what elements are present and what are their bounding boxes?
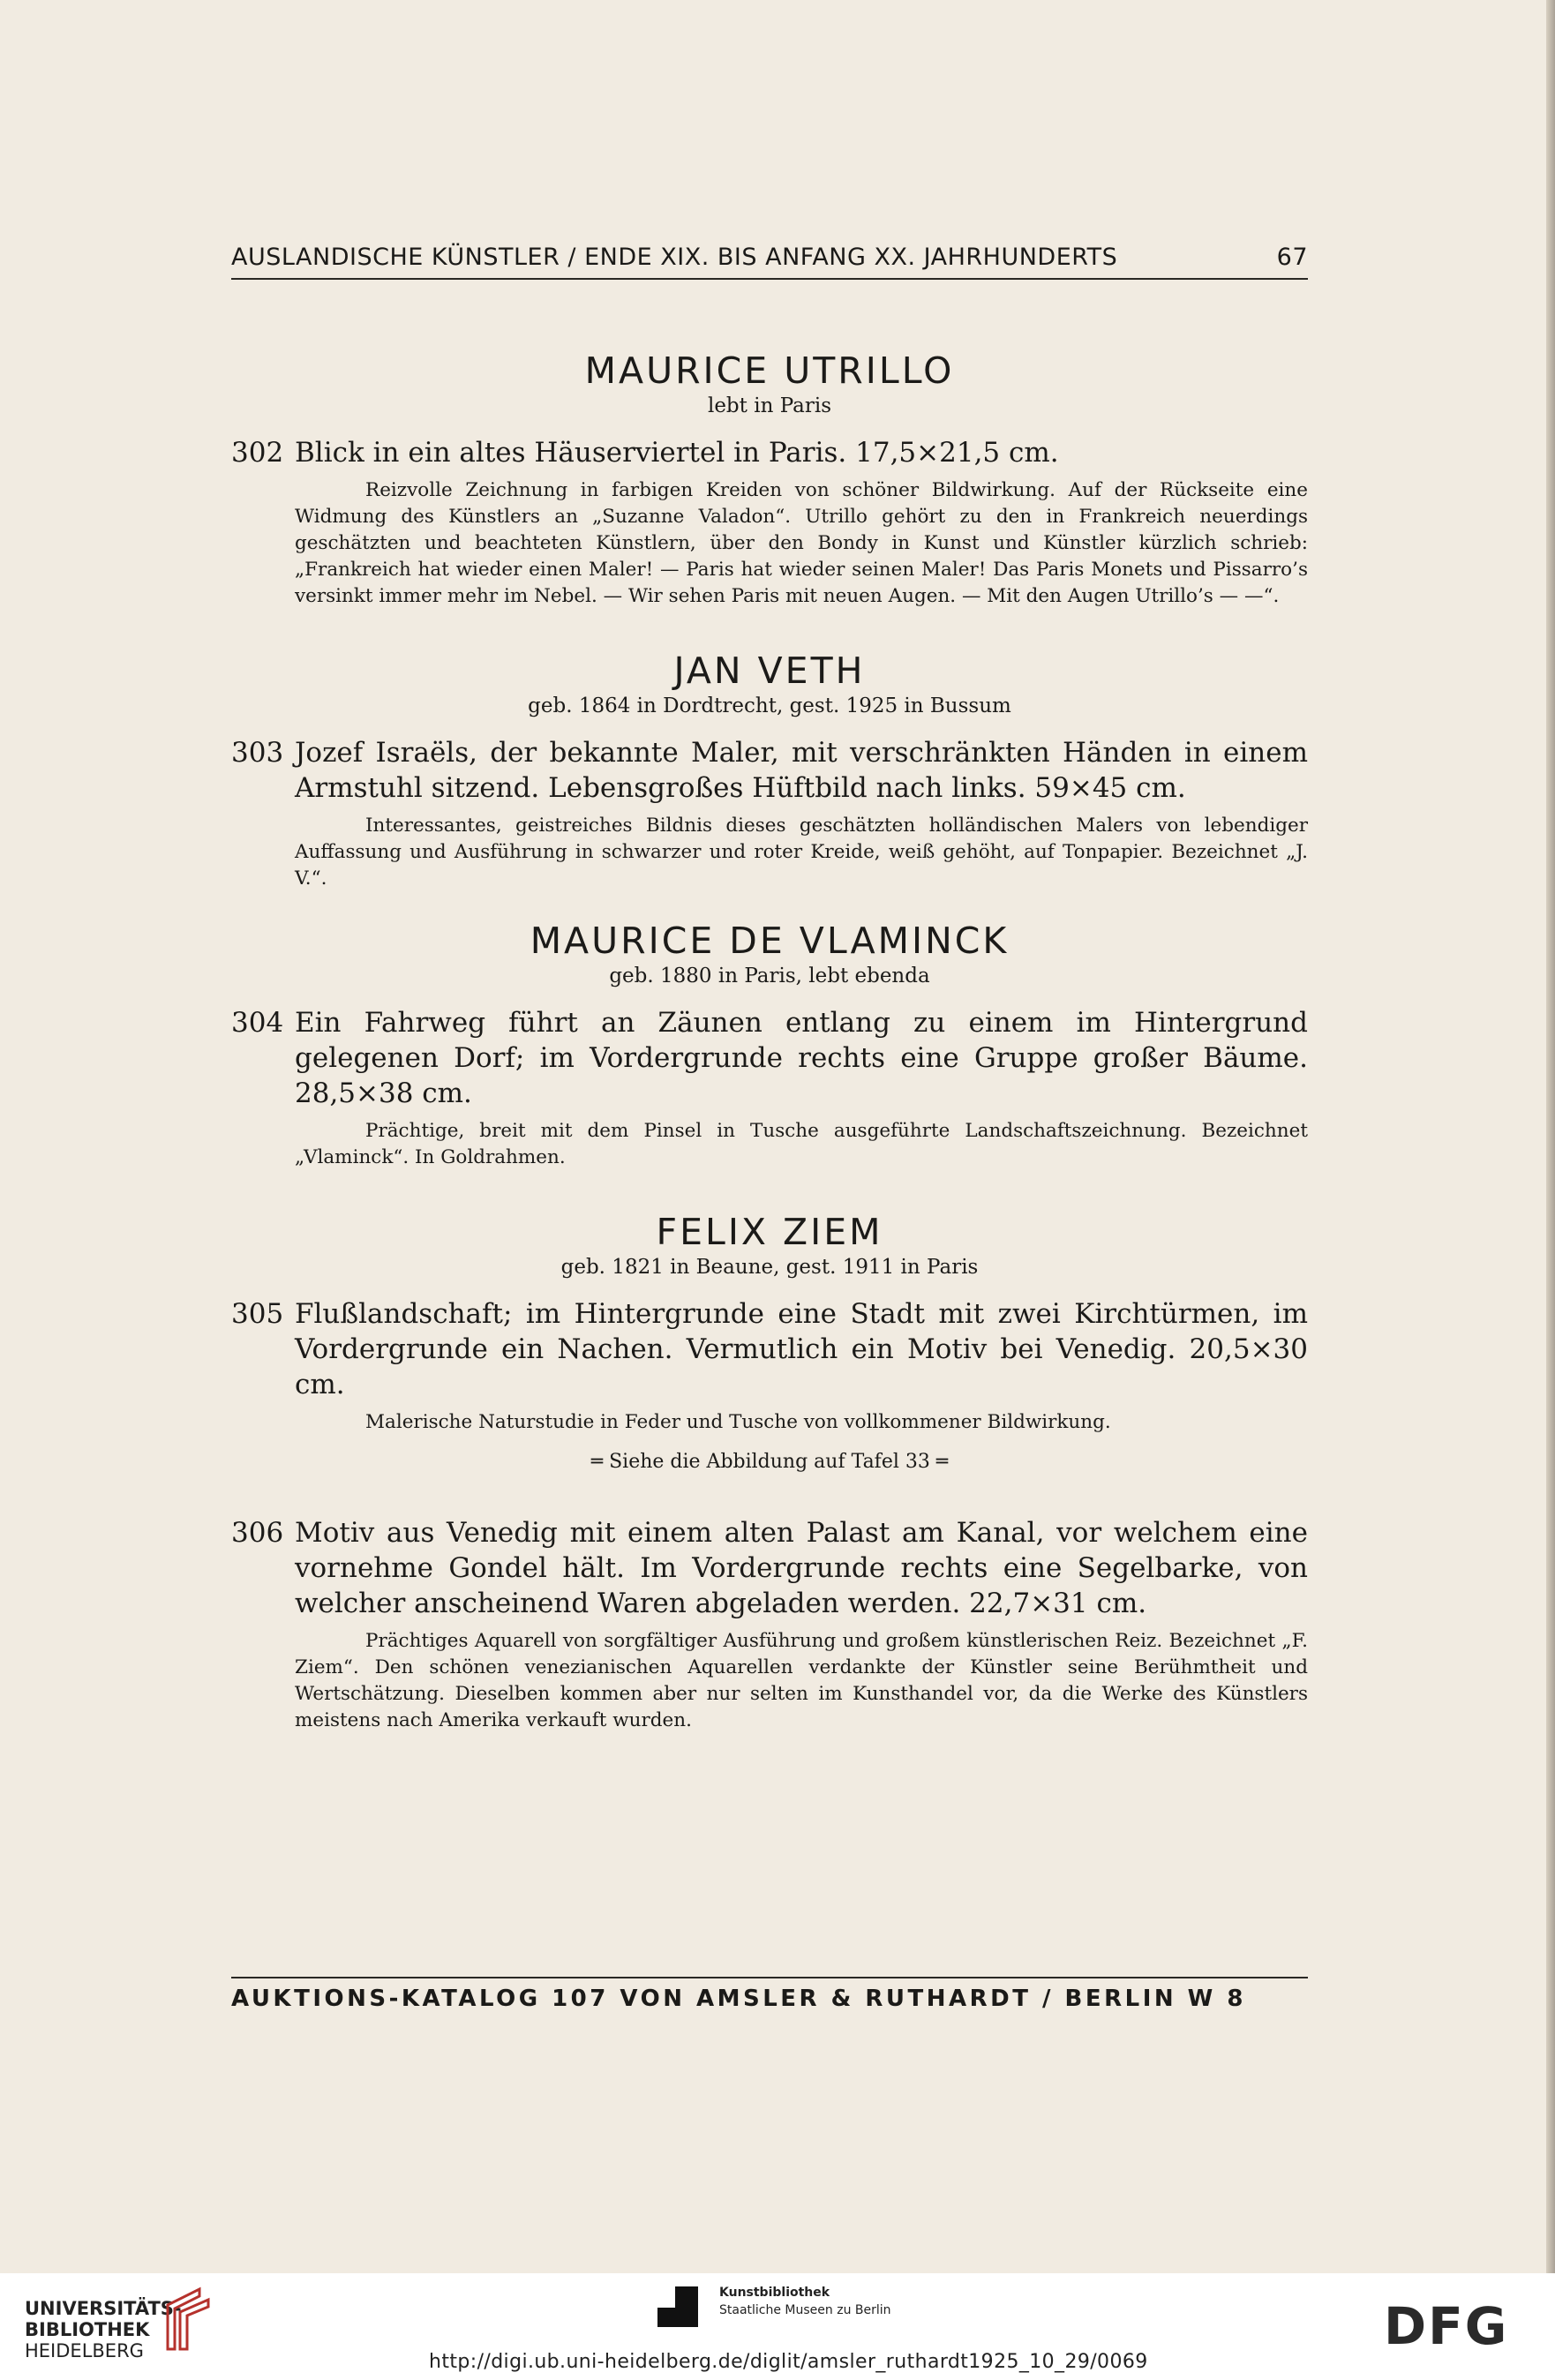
library-line1: UNIVERSITÄTS- [25,2298,182,2319]
artist-dates: geb. 1864 in Dordtrecht, gest. 1925 in Bussum [528,694,1011,717]
lot-title: Blick in ein altes Häuserviertel in Paris. 17,5×21,5 cm. [295,437,1059,469]
lot-302 [231,435,1308,470]
lot-303 [231,735,1308,806]
artist-vlaminck [231,919,1308,989]
ub-heidelberg-logo-text[interactable] [25,2298,182,2361]
lot-description: Malerische Naturstudie in Feder und Tusche von vollkommener Bildwirkung. [365,1411,1111,1433]
lot-304 [231,1005,1308,1111]
page-number: 67 [1276,244,1308,271]
artist-name: JAN VETH [673,649,866,692]
artist-name: MAURICE UTRILLO [584,349,955,392]
kb-line1: Kunstbibliothek [719,2286,830,2300]
kunstbibliothek-logo-icon [657,2286,698,2327]
artist-dates: geb. 1821 in Beaune, gest. 1911 in Paris [560,1256,979,1279]
lot-number: 305 [231,1298,284,1330]
artist-utrillo [231,349,1308,419]
library-line3: HEIDELBERG [25,2340,144,2361]
lot-description: Prächtige, breit mit dem Pinsel in Tusche ausgeführte Landschaftszeichnung. Bezeichnet „Vlaminck“. In Goldrahmen. [295,1120,1308,1168]
lot-305 [231,1296,1308,1402]
kunstbibliothek-text [719,2284,891,2319]
ub-heidelberg-emblem-icon [159,2284,217,2354]
dfg-logo[interactable]: DFG [1384,2296,1509,2356]
permalink-url[interactable]: http://digi.ub.uni-heidelberg.de/diglit/amsler_ruthardt1925_10_29/0069 [429,2351,1148,2373]
library-line2: BIBLIOTHEK [25,2319,150,2340]
plate-reference: ═ Siehe die Abbildung auf Tafel 33 ═ [590,1451,949,1473]
lot-title: Flußlandschaft; im Hintergrunde eine Stadt mit zwei Kirchtürmen, im Vordergrunde ein Nachen. Vermutlich ein Motiv bei Venedig. 20,5×30 cm. [295,1298,1308,1400]
lot-number: 303 [231,737,284,769]
lot-number: 302 [231,437,284,469]
lot-number: 306 [231,1517,284,1549]
lot-description: Reizvolle Zeichnung in farbigen Kreiden von schöner Bildwirkung. Auf der Rückseite eine Widmung des Künstlers an „Suzanne Valadon“. Utrillo gehört zu den in Frankreich neuerdings geschätzten und beachteten Künstlern, über den Bondy in Kunst und Künstler kürzlich schrieb: „Frankreich hat wieder einen Maler! — Paris hat wieder seinen Maler! Das Paris Monets und Pissarro’s versinkt immer mehr im Nebel. — Wir sehen Paris mit neuen Augen. — Mit den Augen Utrillo’s — —“. [295,479,1308,607]
artist-ziem [231,1210,1308,1280]
artist-dates: geb. 1880 in Paris, lebt ebenda [609,965,930,987]
catalog-content [231,349,1308,1734]
lot-description: Interessantes, geistreiches Bildnis dieses geschätzten holländischen Malers von lebendiger Auffassung und Ausführung in schwarzer und roter Kreide, weiß gehöht, auf Tonpapier. Bezeichnet „J. V.“. [295,815,1308,890]
kb-line2: Staatliche Museen zu Berlin [719,2303,891,2317]
artist-name: MAURICE DE VLAMINCK [530,920,1010,962]
running-head [231,244,1308,280]
artist-name: FELIX ZIEM [656,1211,883,1253]
artist-veth [231,649,1308,719]
catalog-footer: AUKTIONS-KATALOG 107 VON AMSLER & RUTHARDT / BERLIN W 8 [231,1977,1308,2012]
lot-title: Motiv aus Venedig mit einem alten Palast am Kanal, vor welchem eine vornehme Gondel hält. Im Vordergrunde rechts eine Segelbarke, von welcher anscheinend Waren abgeladen werden. 22,7×31 cm. [295,1517,1308,1619]
lot-title: Jozef Israëls, der bekannte Maler, mit verschränkten Händen in einem Armstuhl sitzend. Lebensgroßes Hüftbild nach links. 59×45 cm. [295,737,1308,804]
lot-number: 304 [231,1007,284,1039]
artist-dates: lebt in Paris [707,394,832,417]
lot-title: Ein Fahrweg führt an Zäunen entlang zu einem im Hintergrund gelegenen Dorf; im Vordergrunde rechts eine Gruppe großer Bäume. 28,5×38 cm. [295,1007,1308,1109]
lot-description: Prächtiges Aquarell von sorgfältiger Ausführung und großem künstlerischen Reiz. Bezeichnet „F. Ziem“. Den schönen venezianischen Aquarellen verdankte der Künstler seine Berühmtheit und Wertschätzung. Dieselben kommen aber nur selten im Kunsthandel vor, da die Werke des Künstlers meistens nach Amerika verkauft wurden. [295,1630,1308,1731]
lot-306 [231,1515,1308,1621]
digitization-bar [0,2273,1555,2380]
running-title: AUSLANDISCHE KÜNSTLER / ENDE XIX. BIS ANFANG XX. JAHRHUNDERTS [231,244,1118,271]
